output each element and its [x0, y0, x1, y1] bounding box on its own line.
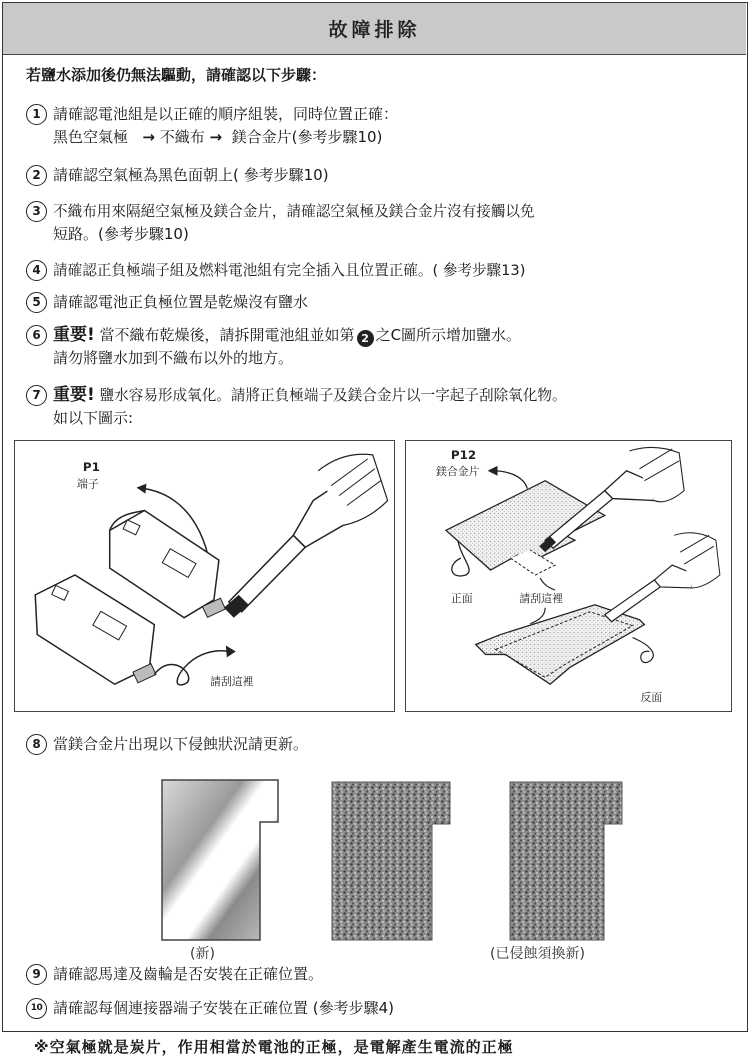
arrow-head-icon: [137, 484, 147, 494]
step-text: 鹽水容易形成氧化。請將正負極端子及鎂合金片以一字起子刮除氧化物。: [99, 387, 567, 404]
step-number: 9: [26, 964, 47, 985]
step-ref-badge: 2: [357, 330, 374, 347]
terminal-block-lower: [35, 575, 156, 684]
step-1: [26, 103, 398, 149]
scrape-label: 請刮這裡: [519, 591, 563, 605]
step-text-end: 之C圖所示增加鹽水。: [375, 326, 522, 344]
terminal-block-upper: [110, 510, 226, 617]
part-name: 端子: [76, 477, 99, 491]
step-number: 5: [26, 292, 47, 313]
intro-text: 若鹽水添加後仍無法驅動，請確認以下步驟：: [26, 66, 327, 84]
step-part-air-electrode: 黑色空氣極: [53, 128, 129, 146]
arrow-head-icon: [226, 645, 236, 657]
screwdriver-icon: [224, 454, 388, 617]
plate-front: [446, 481, 605, 575]
front-label: 正面: [450, 591, 473, 605]
step-text: 請確認電池組是以正確的順序組裝，同時位置正確：: [53, 105, 399, 123]
important-label: 重要!: [53, 325, 95, 345]
step-text: 請確認每個連接器端子安裝在正確位置 (參考步驟4): [53, 999, 395, 1017]
screwdriver-icon: [605, 533, 720, 622]
caption-corroded: (已侵蝕須換新): [490, 946, 585, 962]
step-text: 請確認馬達及齒輪是否安裝在正確位置。: [53, 965, 324, 983]
step-9: [26, 963, 323, 986]
part-name: 鎂合金片: [435, 464, 480, 478]
step-6: [26, 324, 521, 370]
plate-scrape-diagram: [406, 441, 731, 711]
step-number: 4: [26, 260, 47, 281]
step-3: [26, 200, 535, 246]
step-10: [26, 997, 394, 1020]
plate-new: [162, 780, 278, 940]
step-text-cont: 如以下圖示:: [53, 409, 134, 427]
caption-new: (新): [190, 946, 215, 962]
step-number: 3: [26, 201, 47, 222]
arrow-icon: →: [142, 128, 155, 146]
plate-corroded-2: [510, 782, 622, 940]
step-2: [26, 164, 329, 187]
important-label: 重要!: [53, 385, 95, 405]
step-number: 10: [26, 998, 47, 1019]
step-text: 不織布用來隔絕空氣極及鎂合金片，請確認空氣極及鎂合金片沒有接觸以免: [53, 203, 535, 220]
plate-images: [0, 772, 746, 972]
step-text: 當不織布乾燥後，請拆開電池組並如第: [99, 326, 355, 344]
step-text-cont: 短路。(參考步驟10): [53, 225, 189, 243]
step-4: [26, 259, 525, 282]
back-label: 反面: [640, 691, 663, 705]
terminal-scrape-diagram: [15, 441, 394, 711]
arrow-icon: →: [209, 128, 223, 146]
part-code: P1: [82, 459, 100, 474]
step-number: 8: [26, 734, 47, 755]
step-7: [26, 384, 567, 430]
step-part-nonwoven: 不織布: [159, 128, 205, 146]
step-text: 當鎂合金片出現以下侵蝕狀況請更新。: [53, 735, 309, 753]
step-number: 6: [26, 325, 47, 346]
step-text: 請確認正負極端子組及燃料電池組有完全插入且位置正確。( 參考步驟13): [53, 262, 526, 279]
step-number: 1: [26, 104, 47, 125]
scrape-label: 請刮這裡: [209, 675, 254, 689]
step-number: 7: [26, 385, 47, 406]
part-code: P12: [450, 447, 477, 462]
step-text-cont: 請勿將鹽水加到不織布以外的地方。: [53, 349, 294, 367]
illustration-magnesium-plate: [405, 440, 732, 712]
step-part-magnesium: 鎂合金片(參考步驟10): [231, 128, 383, 146]
pointer-arrow: [540, 578, 555, 590]
footnote: ※空氣極就是炭片，作用相當於電池的正極，是電解產生電流的正極: [34, 1038, 514, 1056]
step-5: [26, 291, 308, 314]
step-number: 2: [26, 165, 47, 186]
step-text: 請確認空氣極為黑色面朝上( 參考步驟10): [53, 166, 329, 184]
plate-corroded-1: [332, 782, 450, 940]
arrow-head-icon: [488, 466, 498, 476]
page-title: 故障排除: [3, 3, 746, 55]
plate-comparison: [0, 772, 746, 972]
illustration-terminal: [14, 440, 395, 712]
step-text: 請確認電池正負極位置是乾燥沒有鹽水: [53, 293, 309, 311]
step-8: [26, 733, 308, 756]
pointer-arrow: [633, 638, 654, 663]
